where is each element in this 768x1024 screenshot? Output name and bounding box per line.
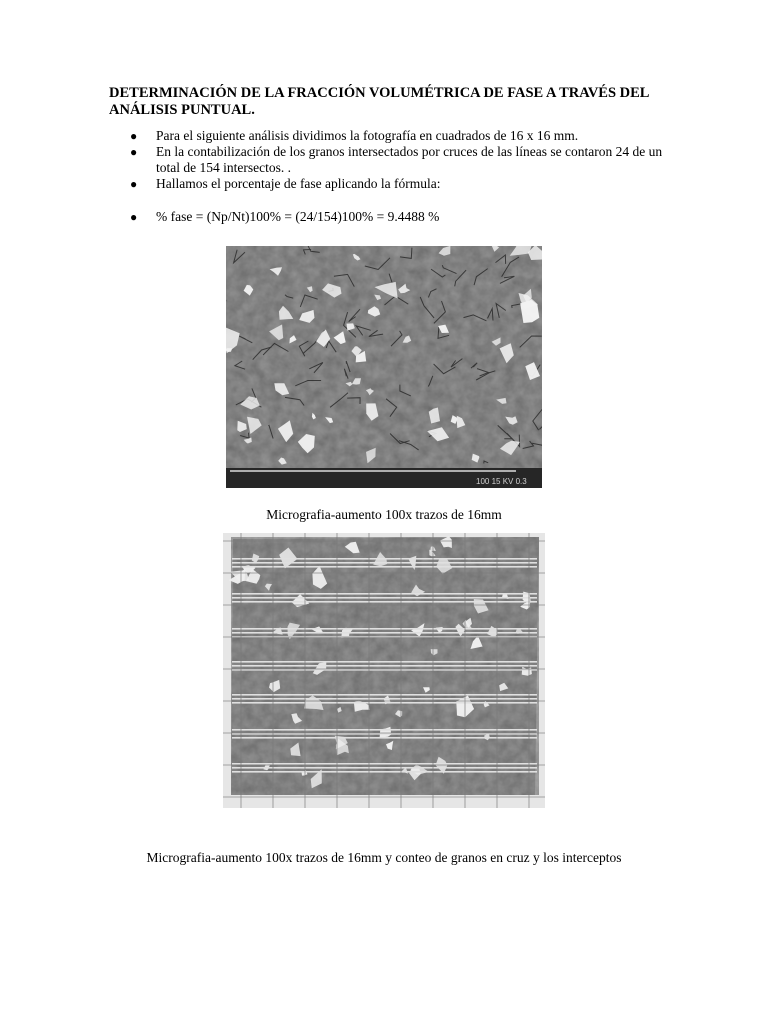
bullet-icon: ● [130,210,138,224]
trace-line [232,632,537,634]
micrograph-1-graphic [226,246,542,488]
micrograph-2-graphic [223,533,545,808]
formula-text: % fase = (Np/Nt)100% = (24/154)100% = 9.4488 % [156,209,440,224]
figure-1-caption: Micrografia-aumento 100x trazos de 16mm [266,507,502,522]
trace-line [232,601,537,603]
formula-item [130,209,670,225]
trace-line [232,702,537,704]
trace-line [232,771,537,773]
trace-line [232,767,537,769]
figure-2-caption: Micrografia-aumento 100x trazos de 16mm y conteo de granos en cruz y los interceptos [146,850,622,865]
trace-line [232,698,537,700]
bullet-list [130,128,670,225]
trace-line [232,661,537,663]
bullet-text: En la contabilización de los granos intersectados por cruces de las líneas se contaron 24 de un total de 154 intersectos. . [156,144,663,175]
trace-line [232,763,537,765]
micrograph-image-2 [223,533,545,808]
micrograph-image-1 [226,246,542,488]
bullet-text: Para el siguiente análisis dividimos la fotografía en cuadrados de 16 x 16 mm. [156,128,579,143]
bullet-icon: ● [130,145,138,159]
bullet-item [130,144,670,176]
trace-line [232,558,537,560]
trace-line [232,562,537,564]
bullet-icon: ● [130,129,138,143]
trace-line [232,566,537,568]
bullet-item [130,176,670,192]
bullet-text: Hallamos el porcentaje de fase aplicando la fórmula: [156,176,441,191]
bullet-icon: ● [130,177,138,191]
bullet-item [130,128,670,144]
trace-line [232,665,537,667]
trace-line [232,729,537,731]
micrograph-scale-label: 100 15 KV 0.3 [476,477,527,486]
trace-line [232,628,537,630]
trace-line [232,597,537,599]
trace-line [232,593,537,595]
trace-line [232,694,537,696]
document-title: DETERMINACIÓN DE LA FRACCIÓN VOLUMÉTRICA DE FASE A TRAVÉS DEL ANÁLISIS PUNTUAL. [109,85,649,118]
trace-line [232,737,537,739]
